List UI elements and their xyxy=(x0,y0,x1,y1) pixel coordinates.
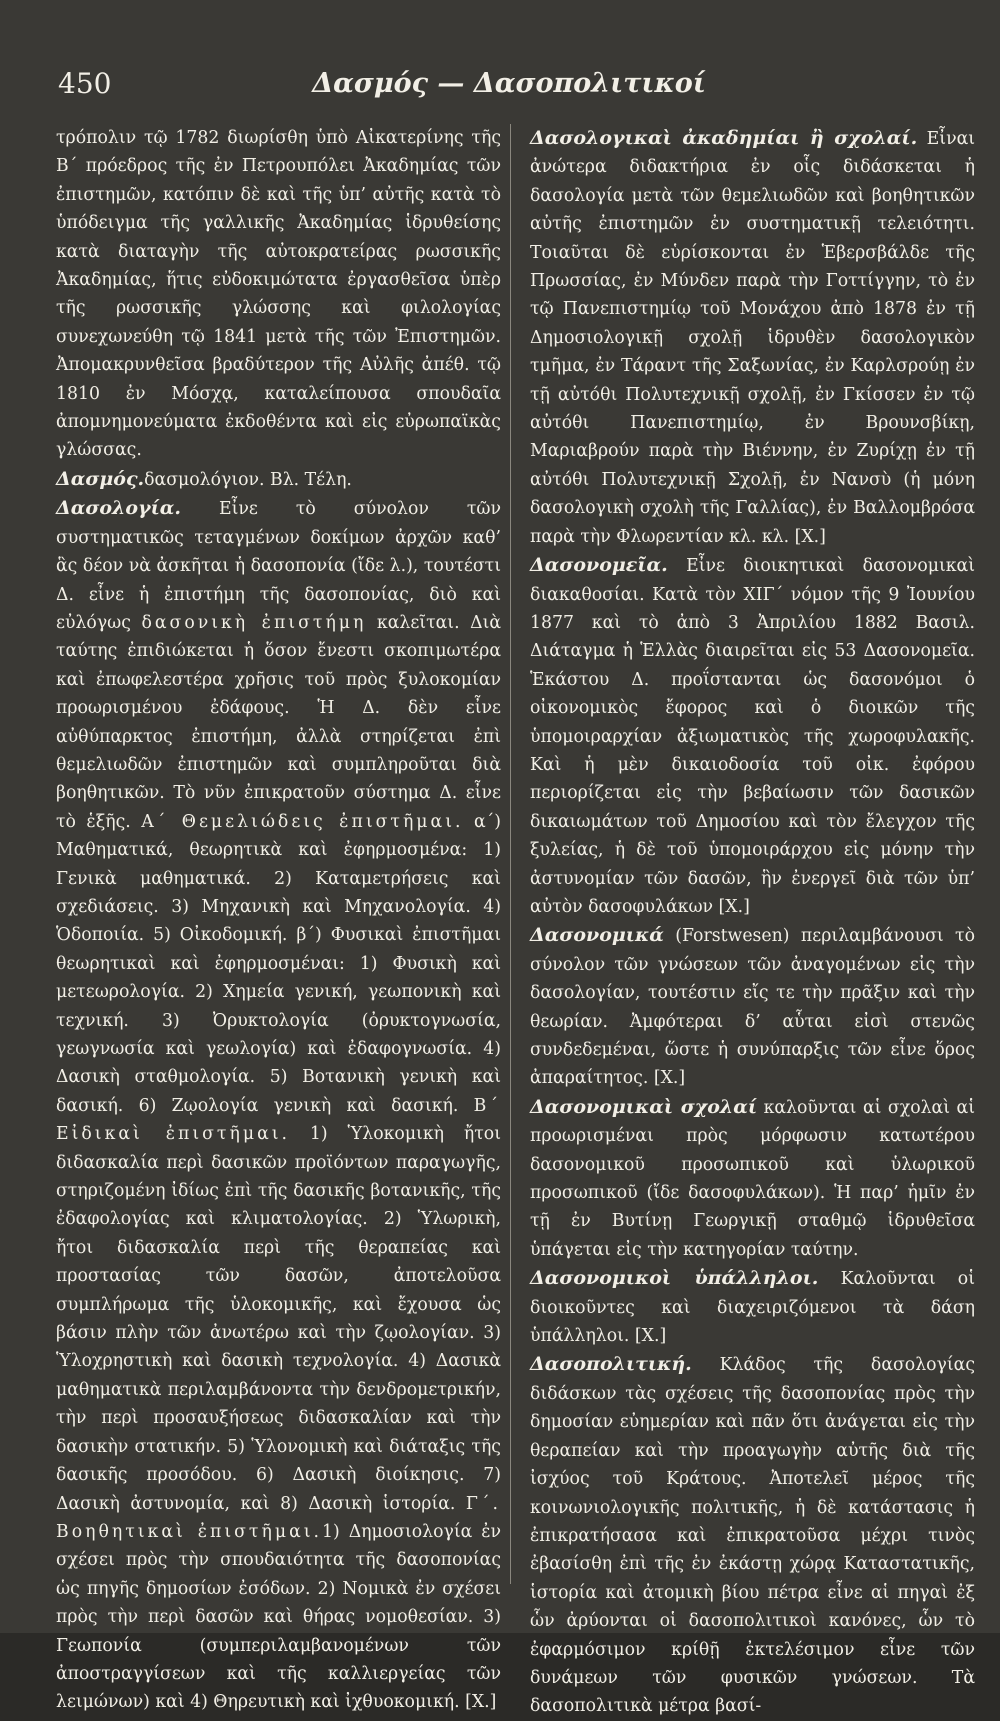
paragraph-text: καλεῖται. Διὰ ταύτης ἐπιδιώκεται ἡ ὅσον ἔνεστι σκοπιμωτέρα καὶ ἐπωφελεστέρα χρῆσις τοῦ πρὸς ξυλοκομίαν προωρισμένου ἐδάφους. Ἡ Δ. δὲν εἶνε αὐθύπαρκτος ἐπιστήμη, ἀλλὰ στηρίζεται ἐπὶ θεμελιωδῶν ἐπιστημῶν καὶ συμπληροῦται διὰ βοηθητικῶν. Τὸ νῦν ἐπικρατοῦν σύστημα Δ. εἶνε τὸ ἑξῆς. xyxy=(56,612,502,832)
paragraph-text: Κλάδος τῆς δασολογίας διδάσκων τὰς σχέσεις τῆς δασοπονίας πρὸς τὴν δημοσίαν εὐημερίαν καὶ πᾶν ὅτι ἀνάγεται εἰς τὴν θεραπείαν καὶ τὴν προαγωγὴν αὐτῆς διὰ τῆς ἰσχύος τοῦ Κράτους. Ἀποτελεῖ μέρος τῆς κοινωνιολογικῆς πολιτικῆς, ἡ δὲ κατάστασις ἡ ἐπικρατήσασα καὶ ἐπικρατοῦσα μέχρι τινὸς ἐβασίσθη ἐπὶ τῆς ἐν ἐκάστῃ χώρᾳ Καταστατικῆς, ἱστορία καὶ ἀτομικὴ βίου πέτρα εἶνε αἱ πηγαὶ ἐξ ὧν ἀρύονται οἱ δασοπολιτικοὶ κανόνες, ὧν τὸ ἐφαρμόσιμον κρίθῇ ἐκτελέσιμον εἶνε τῶν δυνάμεων τῶν φυσικῶν γνώσεων. Τὰ δασοπολιτικὰ μέτρα βασί- xyxy=(530,1355,976,1717)
paragraph-text: Εἶνε τὸ σύνολον τῶν συστηματικῶς τεταγμένων δοκίμων ἀρχῶν καθ’ ἃς δέον νὰ ἀσκῆται ἡ δασοπονία (ἴδε λ.), τουτέστι Δ. εἶνε ἡ ἐπιστήμη τῆς δασοπονίας, διὸ καὶ εὐλόγως xyxy=(56,499,501,633)
page-header xyxy=(58,64,960,108)
headword: Δασοπολιτική. xyxy=(530,1353,692,1376)
spaced-term: δασονικὴ ἐπιστήμη xyxy=(141,612,367,633)
paragraph-text: Εἶναι ἀνώτερα διδακτήρια ἐν οἷς διδάσκεται ἡ δασολογία μετὰ τῶν θεμελιωδῶν καὶ βοηθητικῶν αὐτῆς ἐπιστημῶν ἐν συστηματικῇ τελειότητι. Τοιαῦται δὲ εὑρίσκονται ἐν Ἑβερσβάλδε τῆς Πρωσσίας, ἐν Μύνδεν παρὰ τὴν Γοττίγγην, τὸ ἐν τῷ Πανεπιστημίῳ τοῦ Μονάχου ἀπὸ 1878 ἐν τῇ Δημοσιολογικῇ σχολῇ ἱδρυθὲν δασολογικὸν τμῆμα, ἐν Τάραντ τῆς Σαξωνίας, ἐν Καρλσρούῃ ἐν τῇ αὐτόθι Πολυτεχνικῇ σχολῇ, ἐν Γκίσσεν ἐν τῷ αὐτόθι Πανεπιστημίῳ, ἐν Βρουνσβίκῃ, Μαριαβρούν παρὰ τὴν Βιέννην, ἐν Ζυρίχῃ ἐν τῇ αὐτόθι Πολυτεχνικῇ Σχολῇ, ἐν Νανσὺ (ἡ μόνη δασολογικὴ σχολὴ τῆς Γαλλίας), ἐν Βαλλομβρόσα παρὰ τὴν Φλωρεντίαν κλ. κλ. [Χ.] xyxy=(530,129,976,547)
column-divider xyxy=(510,124,511,1584)
paragraph-text: Καλοῦνται οἱ διοικοῦντες καὶ διαχειριζόμενοι τὰ δάση ὑπάλληλοι. [Χ.] xyxy=(530,1269,975,1347)
headword: Δασολογία. xyxy=(56,497,182,520)
headword: Δασονομεῖα. xyxy=(530,554,668,577)
entry-continuation xyxy=(56,124,501,465)
paragraph-text: Εἶνε διοικητικαὶ δασονομικαὶ διακαθοσίαι. Κατὰ τὸν ΧΙΓ΄ νόμον τῆς 9 Ἰουνίου 1877 καὶ τὸ ἀπὸ 3 Ἀπριλίου 1882 Βασιλ. Διάταγμα ἡ Ἑλλὰς διαιρεῖται εἰς 53 Δασονομεῖα. Ἑκάστου Δ. προΐστανται ὡς δασονόμοι ὁ οἰκονομικὸς ἔφορος καὶ ὁ διοικῶν τῆς ὑπομοιραρχίαν ἀξιωματικὸς τῆς χωροφυλακῆς. Καὶ ἡ μὲν δικαιοδοσία τοῦ οἰκ. ἐφόρου περιορίζεται εἰς τὴν βεβαίωσιν τῶν δασικῶν δικαιωμάτων τοῦ Δημοσίου καὶ τὸν ἔλεγχον τῆς ξυλείας, ἡ δὲ τοῦ ὑπομοιράρχου εἰς μόνην τὴν ἀστυνομίαν τῶν δασῶν, ἣν ἐνεργεῖ διὰ τῶν ὑπ’ αὐτὸν δασοφυλάκων [Χ.] xyxy=(530,556,976,917)
paragraph-text: τρόπολιν τῷ 1782 διωρίσθη ὑπὸ Αἰκατερίνης τῆς Β΄ πρόεδρος τῆς ἐν Πετρουπόλει Ἀκαδημίας τῶν ἐπιστημῶν, κατόπιν δὲ καὶ τῆς ὑπ’ αὐτῆς κατὰ τὸ ὑπόδειγμα τῆς γαλλικῆς Ἀκαδημίας ἱδρυθείσης κατὰ διαταγὴν τῆς αὐτοκρατείρας ρωσσικῆς Ἀκαδημίας, ἥτις εὐδοκιμώτατα ἐργασθεῖσα ὑπὲρ τῆς ρωσσικῆς γλώσσης καὶ φιλολογίας συνεχωνεύθη τῷ 1841 μετὰ τῆς τῶν Ἐπιστημῶν. Ἀπομακρυνθεῖσα βραδύτερον τῆς Αὐλῆς ἀπέθ. τῷ 1810 ἐν Μόσχᾳ, καταλείπουσα σπουδαῖα ἀπομνημονεύματα ἐκδοθέντα καὶ εἰς εὐρωπαϊκὰς γλώσσας. xyxy=(56,128,501,461)
entry-dasologikai-akadimiai xyxy=(530,124,975,551)
running-title: Δασμός — Δασοπολιτικοί xyxy=(312,68,706,99)
paragraph-text: (Forstwesen) περιλαμβάνουσι τὸ σύνολον τῶν γνώσεων τῶν ἀναγομένων εἰς τὴν δασολογίαν, τουτέστιν εἴς τε τὴν πρᾶξιν καὶ τὴν θεωρίαν. Ἀμφότεραι δ’ αὗται εἰσὶ στενῶς συνδεδεμέναι, ὥστε ἡ συνύπαρξις τῶν εἶνε ὅρος ἀπαραίτητος. [Χ.] xyxy=(530,926,975,1089)
entry-dasonomeia xyxy=(530,551,975,921)
paragraph-text: 1) Δημοσιολογία ἐν σχέσει πρὸς τὴν σπουδαιότητα τῆς δασοπονίας ὡς πηγῆς δημοσίων ἐσόδων. 2) Νομικὰ ἐν σχέσει πρὸς τὴν περὶ δασῶν καὶ θήρας νομοθεσίαν. 3) Γεωπονία (συμπεριλαμβανομένων τῶν ἀποστραγγίσεων καὶ τῆς καλλιεργείας τῶν λειμώνων) καὶ 4) Θηρευτικὴ καὶ ἰχθυοκομική. [Χ.] xyxy=(56,1521,501,1713)
paragraph-text: καλοῦνται αἱ σχολαὶ αἱ προωρισμέναι πρὸς μόρφωσιν κατωτέρου δασονομικοῦ προσωπικοῦ καὶ ὑλωρικοῦ προσωπικοῦ (ἴδε δασοφυλάκων). Ἡ παρ’ ἡμῖν ἐν τῇ ἐν Βυτίνῃ Γεωργικῇ σταθμῷ ἱδρυθεῖσα ὑπάγεται εἰς τὴν κατηγορίαν ταύτην. xyxy=(530,1097,975,1260)
headword: Δασονομικαὶ σχολαί xyxy=(530,1095,758,1118)
right-column xyxy=(530,124,976,1717)
section-heading: Γ΄. Βοηθητικαὶ ἐπιστῆμαι. xyxy=(56,1493,501,1542)
page-number: 450 xyxy=(58,67,112,100)
entry-dasmos xyxy=(56,465,501,494)
paragraph-text: α΄) Μαθηματικά, θεωρητικὰ καὶ ἐφηρμοσμένα: 1) Γενικὰ μαθηματικά. 2) Καταμετρήσεις καὶ σχεδιάσεις. 3) Μηχανικὴ καὶ Μηχανολογία. 4) Ὁδοποιία. 5) Οἰκοδομική. β΄) Φυσικαὶ ἐπιστῆμαι θεωρητικαὶ καὶ ἐφηρμοσμέναι: 1) Φυσικὴ καὶ μετεωρολογία. 2) Χημεία γενική, γεωπονικὴ καὶ τεχνική. 3) Ὀρυκτολογία (ὀρυκτογνωσία, γεωγνωσία καὶ γεωλογία) καὶ ἐδαφογνωσία. 4) Δασικὴ σταθμολογία. 5) Βοτανικὴ γενικὴ καὶ δασική. 6) Ζῳολογία γενικὴ καὶ δασική. xyxy=(56,811,502,1116)
section-heading: Α΄ Θεμελιώδεις ἐπιστῆμαι. xyxy=(141,811,464,832)
entry-dasonomikoi-ypalliloi xyxy=(530,1264,975,1350)
paragraph-text: 1) Ὑλοκομικὴ ἤτοι διδασκαλία περὶ δασικῶν προϊόντων παραγωγῆς, στηριζομένη ἰδίως ἐπὶ τῆς δασικῆς βοτανικῆς, τῆς ἐδαφολογίας καὶ κλιματολογίας. 2) Ὑλωρικὴ, ἤτοι διδασκαλία περὶ τῆς θεραπείας καὶ προστασίας τῶν δασῶν, ἀποτελοῦσα συμπλήρωμα τῆς ὑλοκομικῆς, καὶ ἔχουσα ὡς βάσιν πλὴν τῶν ἀνωτέρω καὶ τὴν ζῳολογίαν. 3) Ὑλοχρηστικὴ καὶ δασικὴ τεχνολογία. 4) Δασικὰ μαθηματικὰ περιλαμβάνοντα τὴν δενδρομετρικήν, τὴν περὶ προσαυξήσεως διδασκαλίαν καὶ τὴν δασικὴν στατικήν. 5) Ὑλονομικὴ καὶ διάταξις τῆς δασικῆς προσόδου. 6) Δασικὴ διοίκησις. 7) Δασικὴ ἀστυνομία, καὶ 8) Δασικὴ ἱστορία. xyxy=(56,1124,501,1514)
left-column xyxy=(56,124,502,1713)
entry-dasonomika xyxy=(530,921,975,1092)
headword: Δασμός. xyxy=(56,467,145,490)
entry-dasonomikai-scholai xyxy=(530,1093,975,1264)
headword: Δασονομικοὶ ὑπάλληλοι. xyxy=(530,1267,819,1290)
paragraph-text: δασμολόγιον. Βλ. Τέλη. xyxy=(144,469,352,490)
headword: Δασολογικαὶ ἀκαδημίαι ἢ σχολαί. xyxy=(530,127,918,149)
entry-dasopolitiki xyxy=(530,1350,975,1720)
headword: Δασονομικά xyxy=(530,924,664,947)
section-heading: Β΄ Εἰδικαὶ ἐπιστῆμαι. xyxy=(56,1095,501,1145)
entry-dasologia xyxy=(56,494,501,1716)
